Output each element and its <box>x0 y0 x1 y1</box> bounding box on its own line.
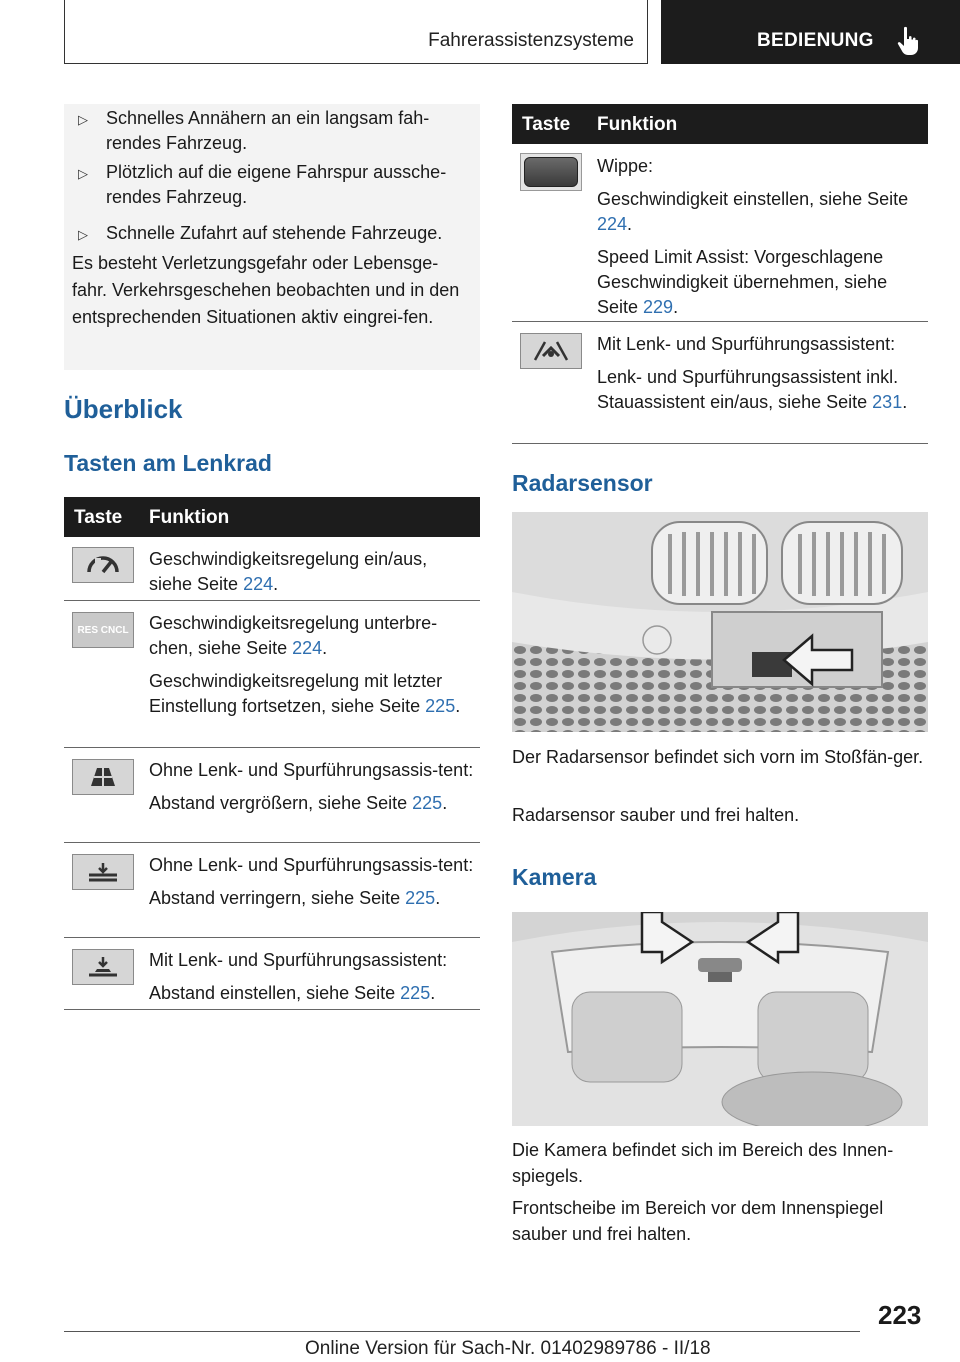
warning-bullet <box>78 160 468 210</box>
footer-divider <box>64 1331 860 1332</box>
page-link[interactable]: 225 <box>412 793 443 813</box>
steering-buttons-table-continued <box>512 104 928 444</box>
table-row <box>64 843 480 938</box>
speedometer-icon <box>72 547 134 583</box>
steering-assist-icon <box>520 333 582 369</box>
function-text: Mit Lenk- und Spurführungsassistent: Abstand einstellen, siehe Seite 225. <box>149 950 448 1003</box>
section-title-overview: Überblick <box>64 394 183 424</box>
page-link[interactable]: 225 <box>425 696 456 716</box>
subsection-title-steering-buttons: Tasten am Lenkrad <box>64 450 272 476</box>
table-row <box>64 601 480 748</box>
function-text: Mit Lenk- und Spurführungsassistent: Lenk- und Spurführungsassistent inkl. Stauassistent ein/aus, siehe Seite 231. <box>597 334 908 412</box>
radar-sensor-illustration <box>512 512 928 732</box>
steering-buttons-table <box>64 497 480 1010</box>
rocker-switch-icon <box>520 153 582 191</box>
radar-paragraph-2: Radarsensor sauber und frei halten. <box>512 805 800 825</box>
camera-paragraph-2: Frontscheibe im Bereich vor dem Innenspiegel sauber und frei halten. <box>512 1198 884 1244</box>
page-link[interactable]: 231 <box>872 392 903 412</box>
table-header <box>512 104 928 144</box>
table-row <box>512 144 928 322</box>
table-header-function: Funktion <box>149 507 230 528</box>
footer-text: Online Version für Sach-Nr. 01402989786 - II/18 <box>305 1338 711 1359</box>
function-text: Ohne Lenk- und Spurführungsassis-tent: Abstand verringern, siehe Seite 225. <box>149 855 474 908</box>
table-header-key: Taste <box>74 507 123 528</box>
page-link[interactable]: 224 <box>292 638 323 658</box>
warning-bullet <box>78 221 468 246</box>
radar-paragraph-1: Der Radarsensor befindet sich vorn im Stoßfän-ger. <box>512 747 924 767</box>
table-row <box>64 938 480 1010</box>
bullet-triangle-icon: ▷ <box>78 112 88 127</box>
table-header-key: Taste <box>522 114 571 135</box>
header-chapter-box <box>661 0 960 64</box>
section-title-radar: Radarsensor <box>512 470 653 496</box>
bullet-triangle-icon: ▷ <box>78 227 88 242</box>
distance-decrease-icon <box>72 854 134 890</box>
table-row <box>512 322 928 444</box>
table-header-function: Funktion <box>597 114 678 135</box>
warning-paragraph: Es besteht Verletzungsgefahr oder Lebensge-fahr. Verkehrsgeschehen beobachten und in den entsprechenden Situationen aktiv eingrei-fen. <box>72 253 460 327</box>
warning-bullet-text: Schnelles Annähern an ein langsam fah-rendes Fahrzeug. <box>106 108 430 153</box>
page-link[interactable]: 224 <box>597 214 628 234</box>
table-row <box>64 748 480 843</box>
distance-increase-icon <box>72 759 134 795</box>
warning-bullet-text: Plötzlich auf die eigene Fahrspur ausschе-rendes Fahrzeug. <box>106 162 447 207</box>
function-text: Wippe: Geschwindigkeit einstellen, siehe Seite 224. Speed Limit Assist: Vorgeschlagene Geschwindigkeit übernehmen, siehe Seite 229. <box>597 156 909 317</box>
section-title-camera: Kamera <box>512 864 597 890</box>
function-text: Ohne Lenk- und Spurführungsassis-tent: Abstand vergrößern, siehe Seite 225. <box>149 760 474 813</box>
function-text: Geschwindigkeitsregelung ein/aus, siehe Seite 224. <box>149 549 428 594</box>
page-link[interactable]: 225 <box>400 983 431 1003</box>
res-cncl-icon: RES CNCL <box>72 612 134 648</box>
bullet-triangle-icon: ▷ <box>78 166 88 181</box>
warning-bullet-text: Schnelle Zufahrt auf stehende Fahrzeuge. <box>106 223 443 243</box>
function-text: Geschwindigkeitsregelung unterbre-chen, siehe Seite 224. Geschwindigkeitsregelung mit letzter Einstellung fortsetzen, siehe Seite 225. <box>149 613 461 716</box>
camera-illustration <box>512 912 928 1126</box>
warning-bullet <box>78 106 468 156</box>
camera-paragraph-1: Die Kamera befindet sich im Bereich des Innen-spiegels. <box>512 1140 894 1186</box>
warning-box <box>64 104 480 370</box>
pointing-hand-icon <box>897 26 919 56</box>
page-link[interactable]: 224 <box>243 574 274 594</box>
page-number: 223 <box>878 1300 922 1330</box>
table-row <box>64 537 480 601</box>
header-section-title: Fahrerassistenzsysteme <box>428 30 634 51</box>
page-link[interactable]: 225 <box>405 888 436 908</box>
header-chapter-title: BEDIENUNG <box>757 30 874 51</box>
distance-set-icon <box>72 949 134 985</box>
table-header <box>64 497 480 537</box>
page-link[interactable]: 229 <box>643 297 674 317</box>
